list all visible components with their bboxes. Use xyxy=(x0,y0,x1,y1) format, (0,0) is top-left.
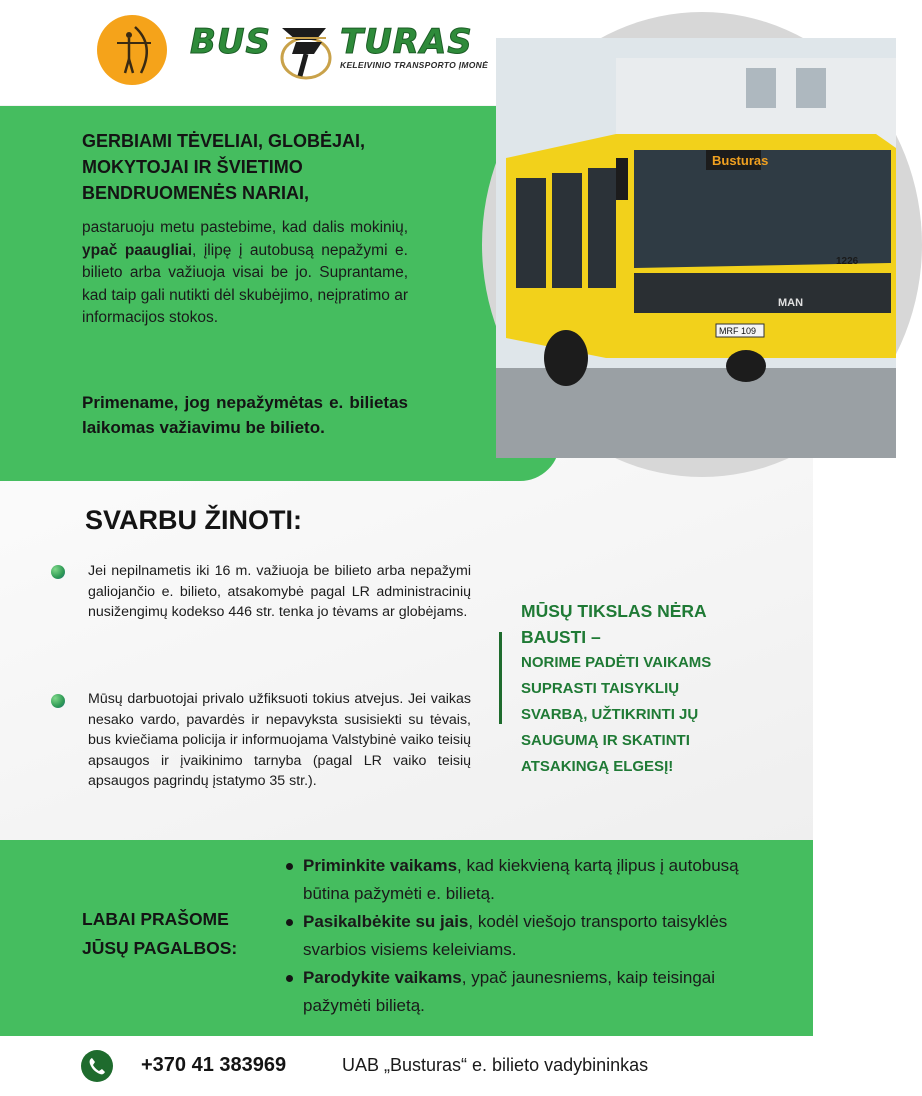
goal-body-line: SUPRASTI TAISYKLIŲ xyxy=(521,680,680,697)
intro-title-line: MOKYTOJAI IR ŠVIETIMO xyxy=(82,157,303,177)
logo-subtitle: KELEIVINIO TRANSPORTO ĮMONĖ xyxy=(340,60,489,70)
help-item-bold: Priminkite vaikams xyxy=(303,856,458,875)
logo-turas-text: TURAS xyxy=(340,22,473,62)
logo-bus-text: BUS xyxy=(190,22,272,62)
help-item-bold: Parodykite vaikams xyxy=(303,968,462,987)
goal-body-line: SVARBĄ, UŽTIKRINTI JŲ xyxy=(521,706,699,723)
intro-text-part: pastaruoju metu pastebime, kad dalis mokinių, xyxy=(82,219,408,236)
bullet-dot-icon xyxy=(51,565,65,579)
intro-title-line: BENDRUOMENĖS NARIAI, xyxy=(82,183,310,203)
bus-destination-sign: Busturas xyxy=(712,153,769,168)
reminder-text: Primename, jog nepažymėtas e. bilietas laikomas važiavimu be bilieto. xyxy=(82,393,408,437)
bullet-dot-icon xyxy=(51,694,65,708)
intro-title-line: GERBIAMI TĖVELIAI, GLOBĖJAI, xyxy=(82,131,366,151)
bus-fleet-number: 1226 xyxy=(836,256,859,267)
intro-text-part: , įlipę į autobusą nepažymi e. bilieto arba važiuoja visai be jo. Suprantame, kad taip gali nutikti dėl skubėjimo, neįpratimo ar informacijos stokos. xyxy=(82,241,408,326)
important-title: SVARBU ŽINOTI: xyxy=(85,505,302,535)
help-item-bold: Pasikalbėkite su jais xyxy=(303,912,469,931)
intro-text xyxy=(82,217,408,330)
goal-body xyxy=(521,650,771,780)
goal-title xyxy=(521,598,771,650)
logo-mark-icon xyxy=(276,18,340,84)
goal-divider xyxy=(499,632,502,724)
intro-text-emphasis: ypač paaugliai xyxy=(82,241,193,259)
footer xyxy=(0,1036,813,1096)
intro-title xyxy=(82,128,442,206)
goal-title-line: MŪSŲ TIKSLAS NĖRA xyxy=(521,601,707,621)
help-title-line: LABAI PRAŠOME xyxy=(82,909,229,929)
help-list xyxy=(284,852,764,1020)
important-point: Jei nepilnametis iki 16 m. važiuoja be bilieto arba nepažymi galiojančio e. bilieto, atsakomybė pagal LR administracinių nusižengimų kodekso 446 str. tenka jo tėvams ar globėjams. xyxy=(88,563,471,621)
bus-photo xyxy=(496,38,896,458)
bullet-icon xyxy=(286,975,293,982)
goal-body-line: SAUGUMĄ IR SKATINTI xyxy=(521,732,690,749)
help-item xyxy=(284,852,764,908)
help-item xyxy=(284,908,764,964)
goal-body-line: NORIME PADĖTI VAIKAMS xyxy=(521,654,712,671)
archer-emblem-icon xyxy=(97,15,167,85)
bus-brand: MAN xyxy=(778,297,804,309)
phone-number[interactable]: +370 41 383969 xyxy=(141,1054,287,1076)
help-title xyxy=(82,905,272,963)
goal-body-line: ATSAKINGĄ ELGESĮ! xyxy=(521,758,674,775)
bullet-icon xyxy=(286,919,293,926)
help-item xyxy=(284,964,764,1020)
help-item-text: , kodėl viešojo transporto taisyklės svarbios visiems keleiviams. xyxy=(303,912,728,959)
help-item-text: , kad kiekvieną kartą įlipus į autobusą būtina pažymėti e. bilietą. xyxy=(303,856,739,903)
help-title-line: JŪSŲ PAGALBOS: xyxy=(82,938,238,958)
important-point: Mūsų darbuotojai privalo užfiksuoti tokius atvejus. Jei vaikas nesako vardo, pavardės ir nepavyksta susisiekti su tėvais, bus kviečiama policija ir informuojama Valstybinė vaiko teisių apsaugos ir įvaikinimo tarnyba (pagal LR vaiko teisių apsaugos pagrindų įstatymo 35 str.). xyxy=(88,691,471,790)
bullet-icon xyxy=(286,863,293,870)
goal-title-line: BAUSTI – xyxy=(521,627,601,647)
phone-icon xyxy=(81,1050,113,1082)
help-item-text: , ypač jaunesniems, kaip teisingai pažymėti bilietą. xyxy=(303,968,716,1015)
bus-plate: MRF 109 xyxy=(719,326,757,336)
contact-role: UAB „Busturas“ e. bilieto vadybininkas xyxy=(342,1055,649,1075)
